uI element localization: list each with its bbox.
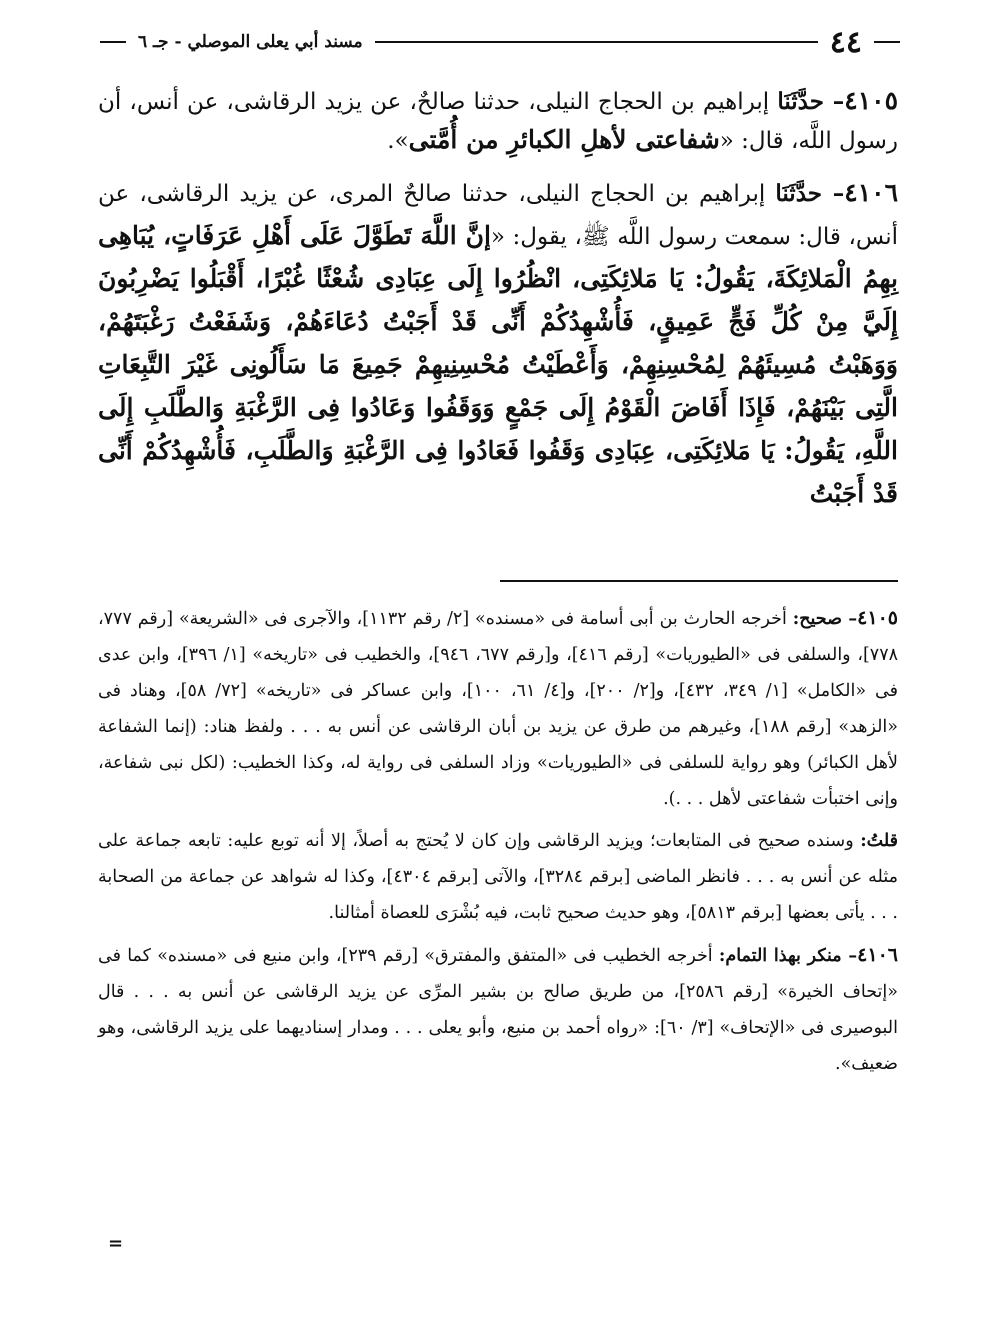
footnote-label: قلتُ: xyxy=(860,831,898,851)
hadith-4106 xyxy=(98,172,898,516)
hadith-number: ٤١٠٥ xyxy=(844,86,898,115)
footnote-comment xyxy=(98,823,898,931)
footnote-number: ٤١٠٦ xyxy=(857,944,898,966)
footnote-number: ٤١٠٥ xyxy=(857,607,898,629)
footnote-text: أخرجه الخطيب فى «المتفق والمفترق» [رقم ٢٣٩]، وابن منيع فى «مسنده» كما فى «إتحاف الخيرة» [رقم ٢٥٨٦]، من طريق صالح بن بشير المرِّى عن يزيد الرقاشى عن أنس به . . . قال البوصيرى فى «الإتحاف» [٣/ ٦٠]: «رواه أحمد بن منيع، وأبو يعلى . . . ومدار إسناديهما على يزيد الرقاشى، وهو ضعيف». xyxy=(98,946,898,1074)
footnote-separator xyxy=(500,580,898,582)
hadith-isnad: إبراهيم بن الحجاج النيلى، حدثنا صالحٌ، عن يزيد الرقاشى، عن أنس، أن رسول اللَّه، قال: « xyxy=(98,89,898,154)
continuation-mark: = xyxy=(108,1233,124,1254)
header-rule xyxy=(375,41,818,43)
hadith-lead: – حدَّثَنَا xyxy=(777,88,845,115)
hadith-lead: – حدَّثَنَا xyxy=(775,180,845,207)
main-text xyxy=(98,82,898,528)
page-number: ٤٤ xyxy=(829,24,862,60)
hadith-end: ». xyxy=(387,128,409,154)
footnote-4105 xyxy=(98,600,898,817)
footnotes xyxy=(98,600,898,1088)
header-dash-left xyxy=(100,41,126,43)
footnote-grade: – منكر بهذا التمام: xyxy=(718,946,858,966)
hadith-matn: شفاعتى لأهلِ الكبائرِ من أُمَّتى xyxy=(408,125,720,154)
hadith-matn: إنَّ اللَّهَ تَطَوَّلَ عَلَى أَهْلِ عَرَفَاتٍ، يُبَاهِى بِهِمُ الْمَلائِكَةَ، يَقُولُ: يَا مَلائِكَتِى، انْظُرُوا إِلَى عِبَادِى شُعْثًا غُبْرًا، أَقْبَلُوا يَضْرِبُونَ إِلَيَّ مِنْ كُلِّ فَجٍّ عَمِيقٍ، فَأُشْهِدُكُمْ أَنِّى قَدْ أَجَبْتُ دُعَاءَهُمْ، وَشَفَعْتُ رَغْبَتَهُمْ، وَوَهَبْتُ مُسِيئَهُمْ لِمُحْسِنِهِمْ، وَأَعْطَيْتُ مُحْسِنِيهِمْ جَمِيعَ مَا سَأَلُونِى غَيْرَ التَّبِعَاتِ الَّتِى بَيْنَهُمْ، فَإِذَا أَفَاضَ الْقَوْمُ إِلَى جَمْعٍ وَوَقَفُوا وَعَادُوا فِى الرَّغْبَةِ وَالطَّلَبِ إِلَى اللَّهِ، يَقُولُ: يَا مَلائِكَتِى، عِبَادِى وَقَفُوا فَعَادُوا فِى الرَّغْبَةِ وَالطَّلَبِ، فَأُشْهِدُكُمْ أَنِّى قَدْ أَجَبْتُ xyxy=(98,221,898,508)
hadith-4105 xyxy=(98,82,898,160)
footnote-grade: – صحيح: xyxy=(792,609,858,629)
footnote-4106 xyxy=(98,937,898,1082)
hadith-number: ٤١٠٦ xyxy=(844,178,898,207)
footnote-text: أخرجه الحارث بن أبى أسامة فى «مسنده» [٢/ رقم ١١٣٢]، والآجرى فى «الشريعة» [رقم ٧٧٧، ٧٧٨]، والسلفى فى «الطيوريات» [رقم ٤١٦]، و[رقم ٦٧٧، ٩٤٦]، والخطيب فى «تاريخه» [١/ ٣٩٦]، وابن عدى فى «الكامل» [١/ ٣٤٩، ٤٣٢]، و[٢/ ٢٠٠]، و[٤/ ٦١، ١٠٠]، وابن عساكر فى «تاريخه» [٧٢/ ٥٨]، وهناد فى «الزهد» [رقم ١٨٨]، وغيرهم من طرق عن يزيد بن أبان الرقاشى عن أنس به . . . ولفظ هناد: (إنما الشفاعة لأهل الكبائر) وهو رواية للسلفى فى «الطيوريات» وزاد السلفى فى رواية له، وكذا الخطيب: (لكل نبى شفاعة، وإنى اختبأت شفاعتى لأهل . . .). xyxy=(98,609,899,809)
hadith-isnad: إبراهيم بن الحجاج النيلى، حدثنا صالحٌ المرى، عن يزيد الرقاشى، عن أنس، قال: سمعت رسول اللَّه ﷺ، يقول: « xyxy=(98,181,898,250)
header-dash-right xyxy=(874,41,900,43)
running-header xyxy=(100,22,900,62)
book-title: مسند أبي يعلى الموصلي - جـ ٦ xyxy=(138,32,363,52)
footnote-text: وسنده صحيح فى المتابعات؛ ويزيد الرقاشى وإن كان لا يُحتج به أصلاً، إلا أنه توبع عليه: تابعه جماعة على مثله عن أنس به . . . فانظر الماضى [برقم ٣٢٨٤]، والآتى [برقم ٤٣٠٤]، وكذا له شواهد عن جماعة من الصحابة . . . يأتى بعضها [برقم ٥٨١٣]، وهو حديث صحيح ثابت، فيه بُشْرَى للعصاة أمثالنا. xyxy=(98,831,898,923)
